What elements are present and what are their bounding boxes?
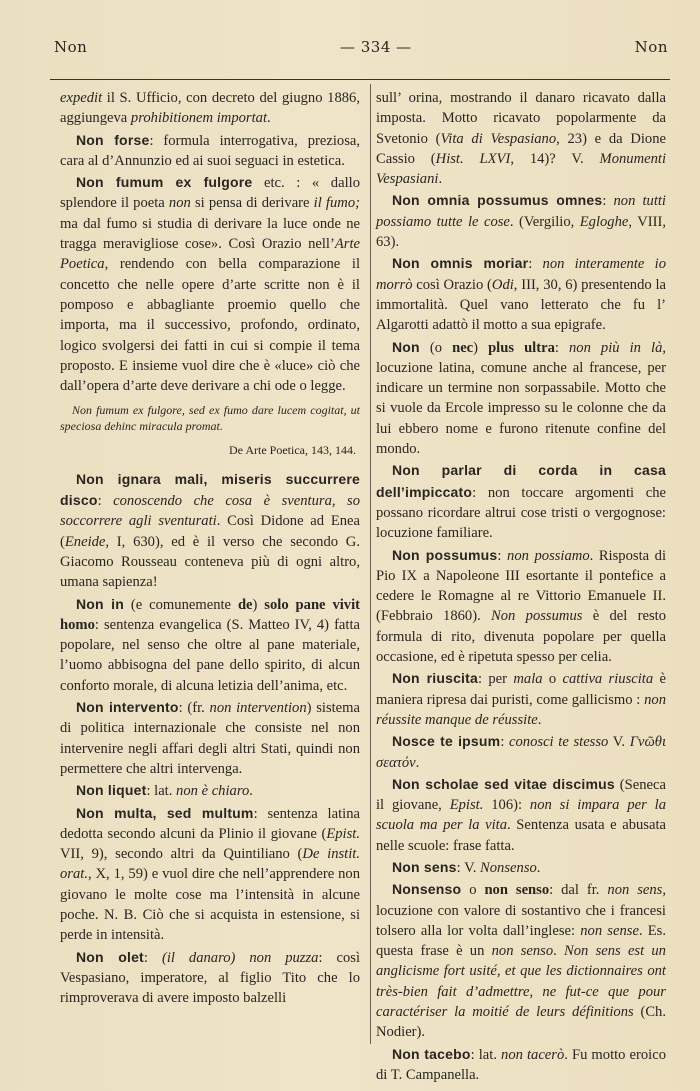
entry-body: sull’ orina, mostrando il danaro ricavato dalla imposta. Motto ricavato popolarmente da Svetonio (Vita di Vespasiano, 23) e da Dione Cassio (Hist. LXVI, 14)? V. Monumenti Vespasiani. (376, 90, 667, 188)
dictionary-entry (376, 857, 666, 878)
dictionary-entry (60, 172, 360, 396)
entry-body: : non possiamo. Risposta di Pio IX a Napoleone III esortante il pontefice a cedere le Romagne al re Vittorio Emanuele II. (Febbraio 1860). Non possumus è del resto formula di rito, divenuta popolare per quella occasione, ed è ripetuta spesso per celia. (376, 547, 666, 666)
entry-body: : non toccare argomenti che possano ricordare altrui cose tristi o vergognose: locuzione familiare. (376, 484, 666, 542)
entry-body: (o nec) plus ultra: non più in là, locuzione latina, comune anche al francese, per indicare un termine non sorpassabile. Motto che si vuole da Ercole impresso su le colonne che da lui ebbero nome e furono ritenute confine del mondo. (376, 339, 667, 458)
entry-body: o non senso: dal fr. non sens, locuzione con valore di sostantivo che i francesi tolsero alla lor volta dall’inglese: non sense. Es. questa frase è un non senso. Non sens est un anglicisme fort usité, et que les dictionnaires ont très-bien fait d’admettre, ne fut-ce que pour caractériser la moitié de leurs définitions (Ch. Nodier). (376, 882, 666, 1041)
dictionary-entry (60, 130, 360, 172)
dictionary-entry (376, 190, 666, 252)
entry-body: : formula interrogativa, preziosa, cara al d’Annunzio ed ai suoi seguaci in estetica. (60, 132, 360, 169)
entry-headword: Non riuscita (392, 670, 478, 687)
entry-body: : (fr. non intervention) sistema di politica internazionale che consiste nel non intervenire negli affari degli altri Stati, quindi non permettere che altri intervenga. (60, 700, 360, 777)
entry-headword: Non olet (76, 948, 144, 965)
dictionary-entry (60, 697, 360, 779)
dictionary-entry (376, 545, 666, 668)
entry-headword: Non (392, 338, 420, 355)
entry-headword: Non fumum ex fulgore (76, 174, 253, 191)
header-right-word: Non (634, 38, 668, 56)
entry-body: : lat. non tacerò. Fu motto eroico di T. Campanella. (376, 1046, 666, 1083)
entry-body: : (il danaro) non puzza: così Vespasiano, imperatore, al figlio Tito che lo rimproverava di avere imposto balzelli (60, 949, 361, 1007)
dictionary-entry (376, 1044, 666, 1086)
entry-headword: Non forse (76, 131, 150, 148)
dictionary-entry (376, 337, 666, 460)
dictionary-entry (60, 803, 360, 946)
entry-body: : conoscendo che cosa è sventura, so soccorrere agli sventurati. Così Didone ad Enea (Eneide, I, 630), ed è il verso che secondo G. Giacomo Rousseau conteneva più di ogni altro, umana sapienza! (60, 493, 361, 591)
right-column (376, 88, 666, 1086)
entry-headword: Nosce te ipsum (392, 733, 501, 750)
entry-body: expedit il S. Ufficio, con decreto del giugno 1886, aggiungeva prohibitionem importat. (60, 90, 360, 127)
entry-headword: Non possumus (392, 546, 498, 563)
entry-body: : non interamente io morrò così Orazio (Odi, III, 30, 6) presentendo la immortalità. Quel vano letterato che fu l’ Algarotti adattò il motto a sua epigrafe. (376, 256, 666, 334)
entry-body: : lat. non è chiaro. (146, 783, 253, 800)
dictionary-entry (376, 668, 666, 730)
header-rule (50, 79, 670, 80)
entry-body: : conosci te stesso V. Γνῶθι σεατόν. (376, 734, 667, 771)
dictionary-entry (60, 947, 360, 1009)
entry-headword: Non scholae sed vitae discimus (392, 775, 615, 792)
dictionary-entry (376, 460, 666, 543)
entry-body: : non tutti possiamo tutte le cose. (Vergilio, Egloghe, VIII, 63). (376, 193, 666, 251)
entry-body: : V. Nonsenso. (456, 859, 541, 876)
entry-headword: Non liquet (76, 782, 147, 799)
header-left-word: Non (54, 38, 88, 56)
entry-body: etc. : « dallo splendore il poeta non si pensa di derivare il fumo; ma dal fumo si studia di derivare la luce onde ne tragga meravigliose cose». Così Orazio nell’Arte Poetica, rendendo con bella comparazione il concetto che nelle opere d’arte scritte non è il pomposo e abbagliante proemio quello che importa, ma il successivo, profondo, ordinato, logico svolgersi dei fatti in cui si compie il tema proposto. E insieme vuol dire che è «luce» ciò che dall’opera d’arte deve derivare a chi ode o legge. (60, 175, 360, 395)
dictionary-entry (376, 88, 666, 189)
entry-headword: Non parlar di corda in casa dell’impiccato (376, 462, 666, 500)
dictionary-entry (376, 731, 666, 773)
entry-headword: Non intervento (76, 699, 179, 716)
entry-headword: Non in (76, 595, 125, 612)
running-header (40, 38, 672, 62)
left-column (60, 88, 360, 1009)
page-number: — 334 — (340, 38, 412, 56)
dictionary-entry (60, 594, 360, 696)
quotation-source: De Arte Poetica, 143, 144. (229, 443, 356, 458)
entry-headword: Non omnia possumus omnes (392, 192, 603, 209)
quotation: Non fumum ex fulgore, sed ex fumo dare lucem cogitat, ut speciosa dehinc miracula promat. (60, 403, 360, 434)
entry-headword: Non ignara mali, miseris succurrere disco (60, 470, 360, 509)
dictionary-entry (60, 780, 360, 801)
entry-headword: Non sens (392, 858, 457, 875)
entry-headword: Non multa, sed multum (76, 804, 254, 821)
dictionary-entry (60, 469, 360, 593)
dictionary-entry (60, 88, 360, 129)
entry-headword: Nonsenso (392, 881, 462, 898)
entry-headword: Non tacebo (392, 1045, 471, 1062)
entry-body: : sentenza latina dedotta secondo alcuni da Plinio il giovane (Epist. VII, 9), secondo altri da Quintiliano (De instit. orat., X, 1, 59) e vuol dire che nell’apprendere non giovano le molte cose ma l’intensità in alcune poche. N. B. Ciò che si acquista in estensione, si perde in intensità. (60, 805, 360, 944)
dictionary-entry (376, 253, 666, 335)
dictionary-entry (376, 774, 666, 856)
column-divider (370, 84, 371, 1044)
entry-body: : per mala o cattiva riuscita è maniera ripresa dai puristi, come gallicismo : non réussite manque de réussite. (376, 671, 666, 728)
dictionary-entry (376, 879, 666, 1042)
entry-body: (Seneca il giovane, Epist. 106): non si impara per la scuola ma per la vita. Sentenza usata e abusata nelle scuole: frase fatta. (376, 776, 666, 854)
entry-body: (e comunemente de) solo pane vivit homo: sentenza evangelica (S. Matteo IV, 4) fatta popolare, nel senso che oltre al pane materiale, l’uomo abbisogna del pane dello spirito, di alcun conforto morale, di alcuna letizia dell’anima, etc. (60, 596, 361, 694)
entry-headword: Non omnis moriar (392, 255, 529, 272)
